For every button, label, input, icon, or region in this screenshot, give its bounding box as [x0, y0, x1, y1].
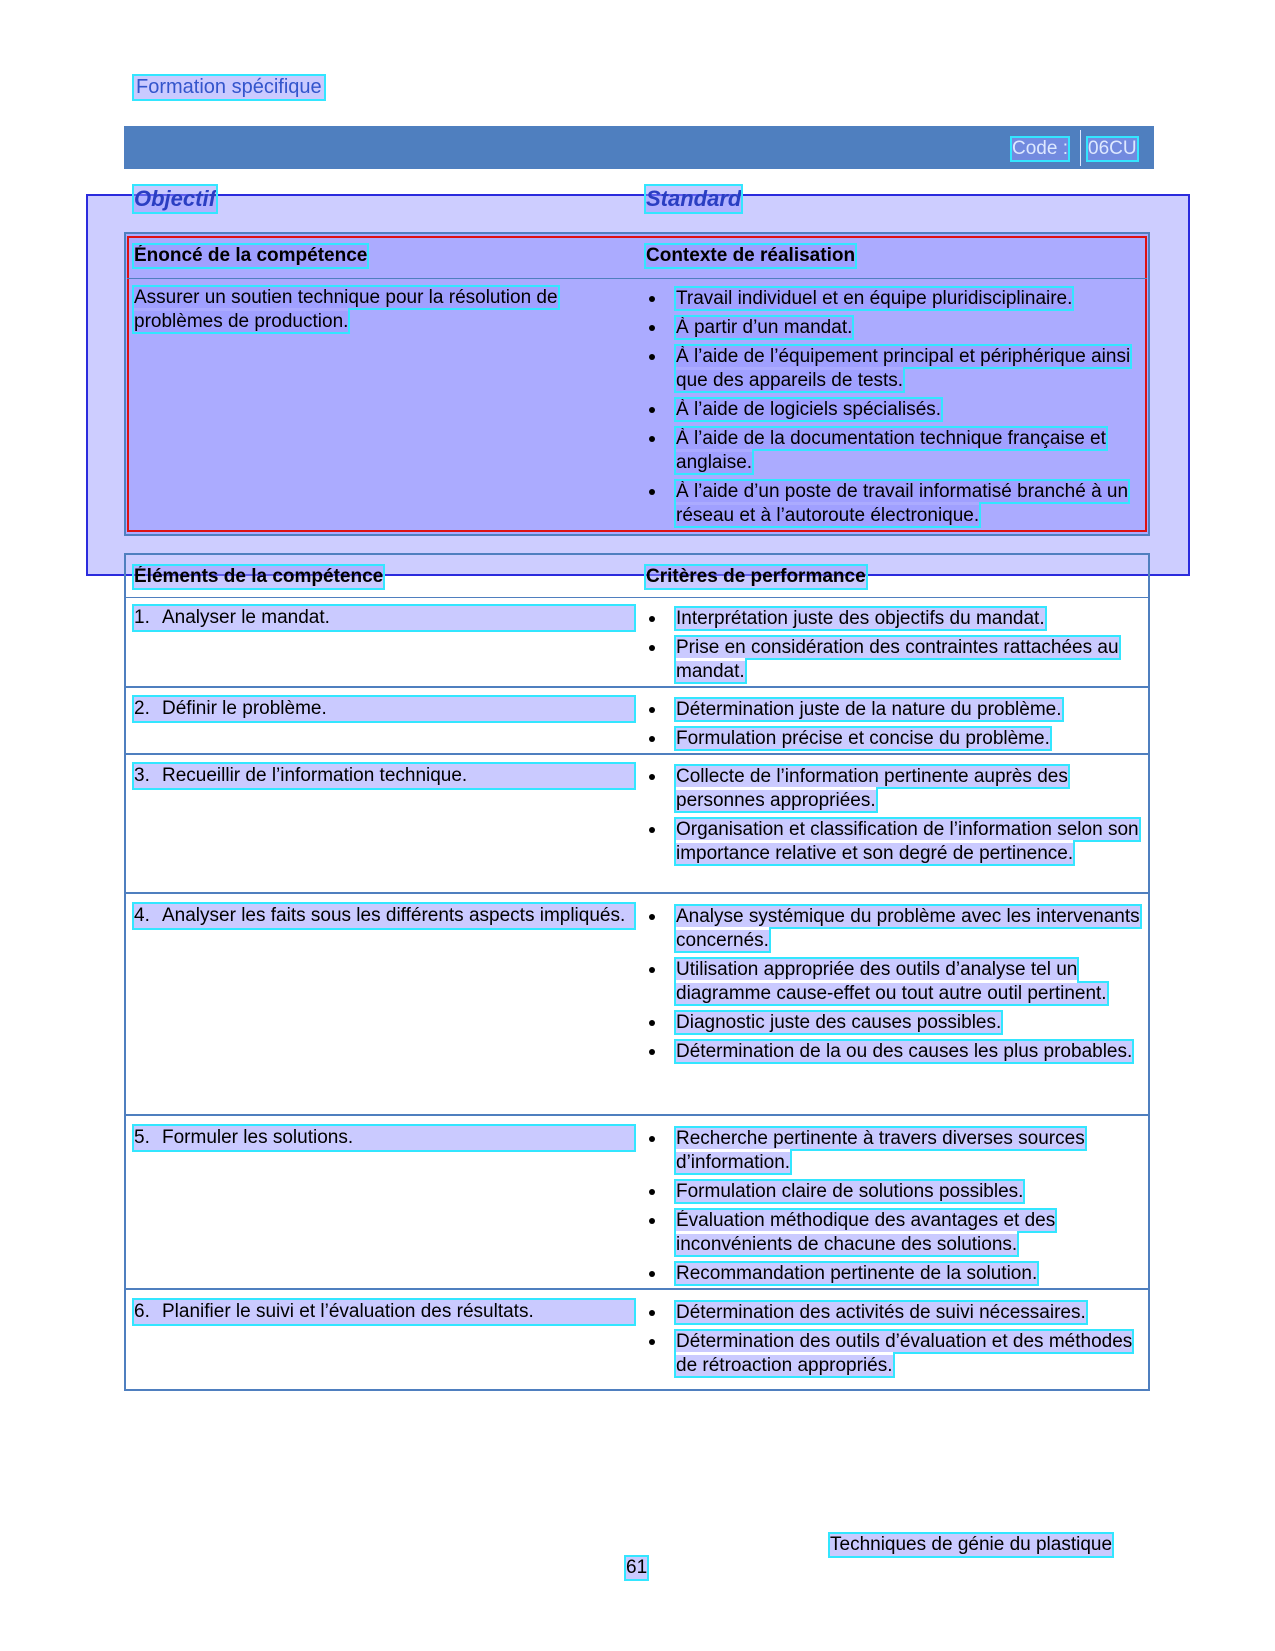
list-item: Détermination de la ou des causes les plus probables.: [646, 1040, 1140, 1064]
list-item: Diagnostic juste des causes possibles.: [646, 1011, 1140, 1035]
list-item: À l’aide de logiciels spécialisés.: [646, 398, 1136, 422]
list-item: Détermination des outils d’évaluation et des méthodes de rétroaction appropriés.: [646, 1330, 1140, 1378]
header-title: Formation spécifique: [136, 76, 322, 98]
contexte-list: [646, 287, 1136, 533]
bullet-icon: [649, 774, 655, 780]
element-4: 4. Analyser les faits sous les différents aspects impliqués.: [134, 904, 634, 928]
bullet-icon: [649, 645, 655, 651]
row-divider: [126, 1114, 1148, 1116]
footer-program: Techniques de génie du plastique: [830, 1534, 1113, 1555]
list-item: Détermination des activités de suivi nécessaires.: [646, 1301, 1140, 1325]
bullet-icon: [649, 407, 655, 413]
element-6: 6. Planifier le suivi et l’évaluation des résultats.: [134, 1300, 634, 1324]
code-divider: [1080, 130, 1081, 166]
criteres-list-1: [646, 607, 1140, 689]
list-item: Analyse systémique du problème avec les intervenants concernés.: [646, 905, 1140, 953]
objectif-heading: Objectif: [134, 186, 216, 211]
contexte-title: Contexte de réalisation: [646, 245, 856, 266]
enonce-title: Énoncé de la compétence: [134, 245, 368, 266]
list-item: Détermination juste de la nature du problème.: [646, 698, 1140, 722]
list-item: Prise en considération des contraintes rattachées au mandat.: [646, 636, 1140, 684]
list-item: À partir d’un mandat.: [646, 316, 1136, 340]
bullet-icon: [649, 967, 655, 973]
bullet-icon: [649, 1049, 655, 1055]
bullet-icon: [649, 914, 655, 920]
list-item: Collecte de l’information pertinente auprès des personnes appropriées.: [646, 765, 1140, 813]
lower-header-divider: [126, 597, 1148, 598]
row-divider: [126, 892, 1148, 894]
bullet-icon: [649, 736, 655, 742]
code-label: Code :: [1012, 138, 1068, 159]
enonce-text: [134, 286, 604, 334]
bullet-icon: [649, 436, 655, 442]
bullet-icon: [649, 1310, 655, 1316]
list-item: À l’aide d’un poste de travail informatisé branché à un réseau et à l’autoroute électronique.: [646, 480, 1136, 528]
upper-header-divider: [127, 278, 1147, 279]
bullet-icon: [649, 707, 655, 713]
bullet-icon: [649, 1020, 655, 1026]
criteres-list-6: [646, 1301, 1140, 1383]
bullet-icon: [649, 354, 655, 360]
bullet-icon: [649, 489, 655, 495]
element-3: 3. Recueillir de l’information technique.: [134, 764, 634, 788]
list-item: À l’aide de l’équipement principal et périphérique ainsi que des appareils de tests.: [646, 345, 1136, 393]
criteres-list-3: [646, 765, 1140, 871]
bullet-icon: [649, 1136, 655, 1142]
criteres-list-4: [646, 905, 1140, 1069]
bullet-icon: [649, 827, 655, 833]
bullet-icon: [649, 325, 655, 331]
standard-heading: Standard: [646, 186, 742, 211]
code-bar: [124, 126, 1154, 169]
bullet-icon: [649, 1339, 655, 1345]
element-2: 2. Définir le problème.: [134, 697, 634, 721]
list-item: Interprétation juste des objectifs du mandat.: [646, 607, 1140, 631]
criteres-title: Critères de performance: [646, 566, 866, 587]
criteres-list-2: [646, 698, 1140, 756]
element-5: 5. Formuler les solutions.: [134, 1126, 634, 1150]
bullet-icon: [649, 1189, 655, 1195]
bullet-icon: [649, 296, 655, 302]
list-item: Organisation et classification de l’information selon son importance relative et son degré de pertinence.: [646, 818, 1140, 866]
list-item: Recommandation pertinente de la solution.: [646, 1262, 1140, 1286]
bullet-icon: [649, 616, 655, 622]
list-item: Travail individuel et en équipe pluridisciplinaire.: [646, 287, 1136, 311]
list-item: Formulation précise et concise du problème.: [646, 727, 1140, 751]
list-item: Évaluation méthodique des avantages et des inconvénients de chacune des solutions.: [646, 1209, 1140, 1257]
list-item: Recherche pertinente à travers diverses sources d’information.: [646, 1127, 1140, 1175]
list-item: Formulation claire de solutions possibles.: [646, 1180, 1140, 1204]
criteres-list-5: [646, 1127, 1140, 1291]
list-item: À l’aide de la documentation technique française et anglaise.: [646, 427, 1136, 475]
bullet-icon: [649, 1271, 655, 1277]
page-number: 61: [626, 1557, 648, 1578]
enonce-value: Assurer un soutien technique pour la résolution de problèmes de production.: [134, 287, 558, 332]
list-item: Utilisation appropriée des outils d’analyse tel un diagramme cause-effet ou tout autre outil pertinent.: [646, 958, 1140, 1006]
elements-title: Éléments de la compétence: [134, 566, 384, 587]
bullet-icon: [649, 1218, 655, 1224]
element-1: 1. Analyser le mandat.: [134, 606, 634, 630]
code-value: 06CU: [1088, 138, 1137, 159]
